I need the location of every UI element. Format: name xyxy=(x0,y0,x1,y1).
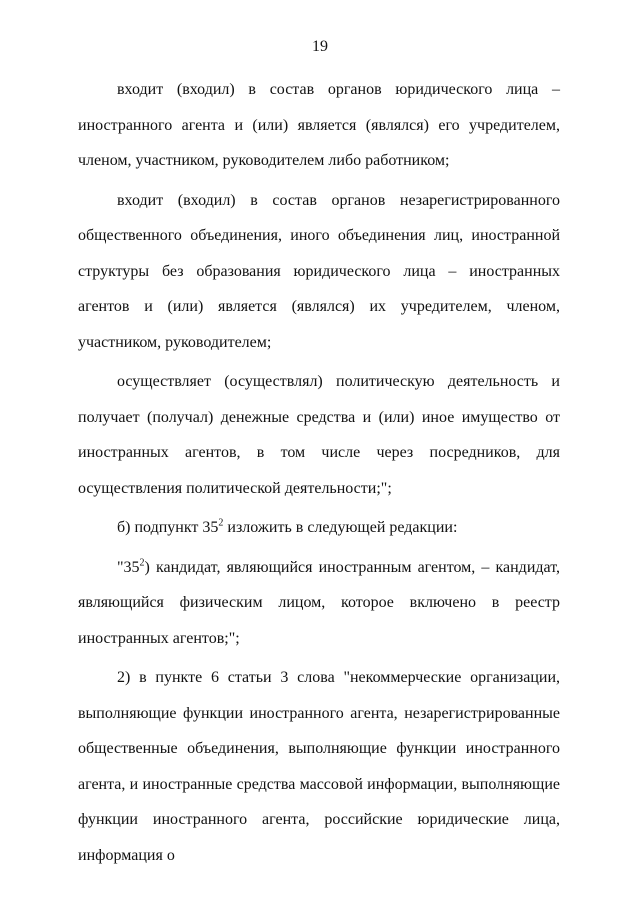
paragraph-item-b xyxy=(78,510,560,546)
paragraph-legal-entity-member: входит (входил) в состав органов юридического лица – иностранного агента и (или) является (являлся) его учредителем, членом, участником, руководителем либо работником; xyxy=(78,81,560,169)
quote-35-text: "35 xyxy=(117,558,140,576)
quote-35-superscript: 2 xyxy=(139,557,145,569)
item-b-text-end: изложить в следующей редакции: xyxy=(223,519,458,536)
page-number: 19 xyxy=(312,38,328,55)
paragraph-political-activity: осуществляет (осуществлял) политическую деятельность и получает (получал) денежные средства и (или) иное имущество от иностранных агентов, в том числе через посредников, для осуществления политической деятельности;"; xyxy=(78,373,560,497)
item-b-text: б) подпункт 35 xyxy=(117,519,219,536)
quote-35-text-end: ) кандидат, являющийся иностранным агентом, – кандидат, являющийся физическим лицом, которое включено в реестр иностранных агентов;"; xyxy=(78,558,560,647)
paragraph-unregistered-association-member: входит (входил) в состав органов незарегистрированного общественного объединения, иного объединения лиц, иностранной структуры без образования юридического лица – иностранных агентов и (или) является (являлся) их учредителем, членом, участником, руководителем; xyxy=(78,191,560,351)
paragraph-quote-35-2 xyxy=(78,550,560,657)
document-body xyxy=(78,72,560,873)
item-b-superscript: 2 xyxy=(218,517,224,529)
paragraph-item-2: 2) в пункте 6 статьи 3 слова "некоммерческие организации, выполняющие функции иностранного агента, незарегистрированные общественные объединения, выполняющие функции иностранного агента, и иностранные средства массовой информации, выполняющие функции иностранного агента, российские юридические лица, информация о xyxy=(78,669,560,864)
